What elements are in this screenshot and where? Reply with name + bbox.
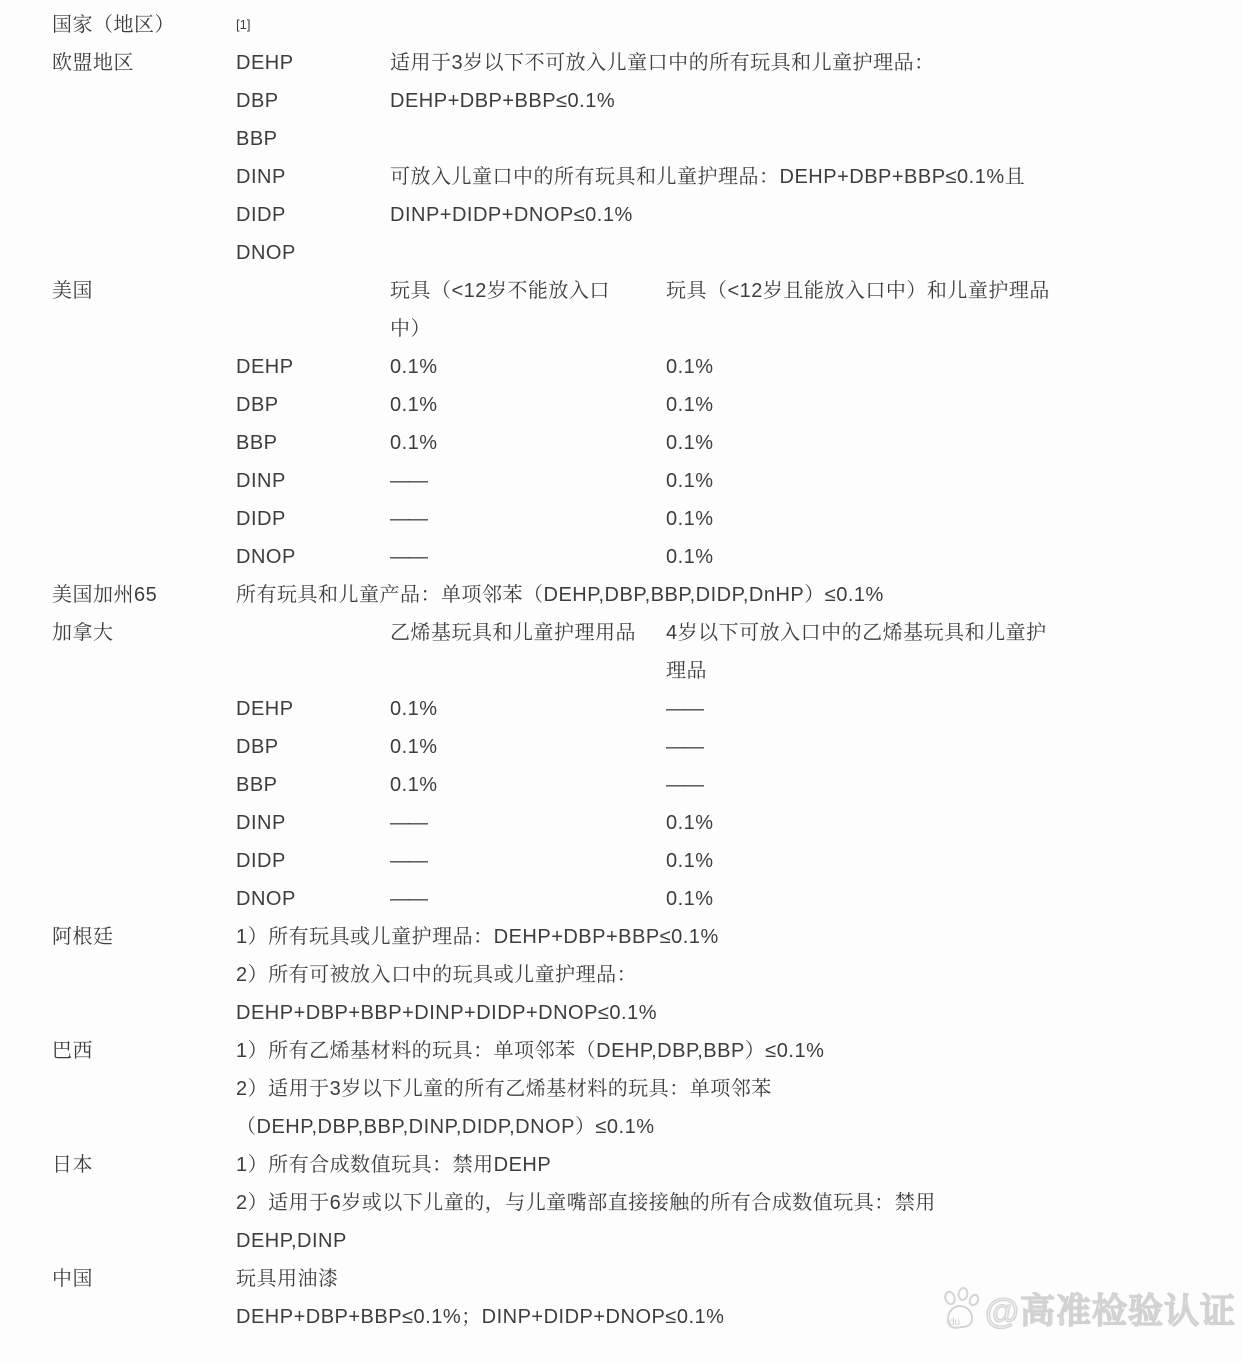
- table-row: [0, 1298, 1242, 1336]
- table-row: [0, 462, 1242, 500]
- value-cell-1: DINP+DIDP+DNOP≤0.1%: [390, 204, 633, 226]
- country-cell: 美国: [52, 280, 93, 302]
- country-cell: 国家（地区）: [52, 14, 175, 36]
- country-cell: [52, 728, 236, 766]
- substance-cell: [236, 310, 390, 348]
- table-row: [0, 196, 1242, 234]
- country-cell: [52, 690, 236, 728]
- value-cell-2: [666, 158, 1242, 196]
- value-cell-1: 0.1%: [390, 774, 438, 796]
- value-cell-2: [666, 234, 1242, 272]
- value-cell-2: [666, 1260, 1242, 1298]
- table-row: [0, 1222, 1242, 1260]
- table-row: [0, 386, 1242, 424]
- reference-marker: [1]: [236, 17, 251, 32]
- country-cell: [52, 880, 236, 918]
- substance-cell: DEHP: [236, 52, 294, 74]
- country-cell: [52, 424, 236, 462]
- value-cell-2: [666, 918, 1242, 956]
- country-cell: [52, 196, 236, 234]
- value-cell-1: [390, 1184, 666, 1222]
- value-cell-1: ——: [390, 812, 426, 834]
- substance-cell: [236, 6, 390, 44]
- country-cell: 日本: [52, 1154, 93, 1176]
- substance-cell: 2）适用于6岁或以下儿童的，与儿童嘴部直接接触的所有合成数值玩具：禁用: [236, 1192, 936, 1214]
- table-row: [0, 348, 1242, 386]
- substance-cell: DINP: [236, 812, 286, 834]
- country-cell: [52, 500, 236, 538]
- table-row: [0, 158, 1242, 196]
- substance-cell: DINP: [236, 166, 286, 188]
- value-cell-2: 0.1%: [666, 888, 714, 910]
- table-row: [0, 728, 1242, 766]
- value-cell-2: [666, 576, 1242, 614]
- table-row: [0, 272, 1242, 310]
- country-cell: [52, 1184, 236, 1222]
- value-cell-2: ——: [666, 774, 702, 796]
- table-row: [0, 766, 1242, 804]
- value-cell-1: 0.1%: [390, 394, 438, 416]
- country-cell: [52, 804, 236, 842]
- value-cell-1: [390, 1032, 666, 1070]
- value-cell-1: DEHP+DBP+BBP≤0.1%: [390, 90, 616, 112]
- value-cell-1: [390, 576, 666, 614]
- table-row: [0, 234, 1242, 272]
- value-cell-1: [390, 120, 666, 158]
- substance-cell: 1）所有乙烯基材料的玩具：单项邻苯（DEHP,DBP,BBP）≤0.1%: [236, 1040, 825, 1062]
- value-cell-2: 0.1%: [666, 508, 714, 530]
- value-cell-2: [666, 1108, 1242, 1146]
- country-cell: [52, 348, 236, 386]
- value-cell-1: [390, 1298, 666, 1336]
- value-cell-1: [390, 6, 666, 44]
- substance-cell: [236, 272, 390, 310]
- country-cell: [52, 120, 236, 158]
- value-cell-1: 0.1%: [390, 356, 438, 378]
- value-cell-1: 可放入儿童口中的所有玩具和儿童护理品：DEHP+DBP+BBP≤0.1%且: [390, 166, 1026, 188]
- value-cell-1: [390, 1222, 666, 1260]
- paw-du-label: du: [948, 1317, 960, 1328]
- substance-cell: 2）所有可被放入口中的玩具或儿童护理品：: [236, 964, 638, 986]
- substance-cell: BBP: [236, 774, 278, 796]
- value-cell-1: [390, 994, 666, 1032]
- table-row: [0, 652, 1242, 690]
- table-row: [0, 690, 1242, 728]
- value-cell-1: 适用于3岁以下不可放入儿童口中的所有玩具和儿童护理品：: [390, 52, 935, 74]
- substance-cell: BBP: [236, 432, 278, 454]
- value-cell-2: 理品: [666, 660, 707, 682]
- country-cell: 加拿大: [52, 622, 114, 644]
- country-cell: 阿根廷: [52, 926, 114, 948]
- value-cell-1: [390, 918, 666, 956]
- value-cell-1: 0.1%: [390, 736, 438, 758]
- value-cell-2: [666, 120, 1242, 158]
- value-cell-1: ——: [390, 546, 426, 568]
- table-row: [0, 994, 1242, 1032]
- substance-cell: DNOP: [236, 242, 296, 264]
- value-cell-2: [666, 1298, 1242, 1336]
- substance-cell: DNOP: [236, 546, 296, 568]
- table-row: [0, 310, 1242, 348]
- country-cell: [52, 462, 236, 500]
- table-row: [0, 918, 1242, 956]
- value-cell-1: 乙烯基玩具和儿童护理用品: [390, 622, 636, 644]
- table-row: [0, 1260, 1242, 1298]
- country-cell: [52, 158, 236, 196]
- value-cell-2: ——: [666, 698, 702, 720]
- value-cell-1: 玩具（<12岁不能放入口: [390, 280, 610, 302]
- table-row: [0, 576, 1242, 614]
- table-row: [0, 500, 1242, 538]
- table-row: [0, 804, 1242, 842]
- substance-cell: DINP: [236, 470, 286, 492]
- value-cell-2: [666, 1222, 1242, 1260]
- table-row: [0, 6, 1242, 44]
- value-cell-2: [666, 1070, 1242, 1108]
- table-row: [0, 880, 1242, 918]
- substance-cell: 1）所有合成数值玩具：禁用DEHP: [236, 1154, 552, 1176]
- table-row: [0, 44, 1242, 82]
- substance-cell: （DEHP,DBP,BBP,DINP,DIDP,DNOP）≤0.1%: [236, 1116, 655, 1138]
- substance-cell: DEHP+DBP+BBP≤0.1%；DINP+DIDP+DNOP≤0.1%: [236, 1306, 725, 1328]
- country-cell: [52, 1070, 236, 1108]
- country-cell: [52, 652, 236, 690]
- table-row: [0, 614, 1242, 652]
- country-cell: [52, 310, 236, 348]
- table-row: [0, 82, 1242, 120]
- value-cell-1: 中）: [390, 318, 431, 340]
- value-cell-2: 0.1%: [666, 356, 714, 378]
- watermark-text: @高准检验认证: [984, 1292, 1236, 1331]
- country-cell: 欧盟地区: [52, 52, 134, 74]
- value-cell-1: ——: [390, 470, 426, 492]
- country-cell: 美国加州65: [52, 584, 158, 606]
- substance-cell: BBP: [236, 128, 278, 150]
- substance-cell: DBP: [236, 394, 279, 416]
- value-cell-1: [390, 234, 666, 272]
- value-cell-2: 0.1%: [666, 850, 714, 872]
- table-row: [0, 120, 1242, 158]
- value-cell-2: [666, 82, 1242, 120]
- country-cell: [52, 766, 236, 804]
- country-cell: [52, 538, 236, 576]
- value-cell-2: [666, 44, 1242, 82]
- country-cell: [52, 234, 236, 272]
- value-cell-2: 0.1%: [666, 546, 714, 568]
- value-cell-2: [666, 196, 1242, 234]
- value-cell-1: [390, 1260, 666, 1298]
- country-cell: [52, 956, 236, 994]
- substance-cell: DNOP: [236, 888, 296, 910]
- value-cell-2: 4岁以下可放入口中的乙烯基玩具和儿童护: [666, 622, 1047, 644]
- substance-cell: 所有玩具和儿童产品：单项邻苯（DEHP,DBP,BBP,DIDP,DnHP）≤0.1%: [236, 584, 884, 606]
- table-row: [0, 956, 1242, 994]
- country-cell: [52, 1222, 236, 1260]
- value-cell-1: ——: [390, 888, 426, 910]
- substance-cell: DEHP+DBP+BBP+DINP+DIDP+DNOP≤0.1%: [236, 1002, 658, 1024]
- value-cell-1: [390, 1108, 666, 1146]
- value-cell-2: 0.1%: [666, 432, 714, 454]
- value-cell-2: 0.1%: [666, 812, 714, 834]
- table-row: [0, 842, 1242, 880]
- table-row: [0, 538, 1242, 576]
- country-cell: [52, 1298, 236, 1336]
- value-cell-2: ——: [666, 736, 702, 758]
- substance-cell: 1）所有玩具或儿童护理品：DEHP+DBP+BBP≤0.1%: [236, 926, 719, 948]
- value-cell-2: [666, 1184, 1242, 1222]
- country-cell: [52, 82, 236, 120]
- substance-cell: DEHP: [236, 698, 294, 720]
- value-cell-2: [666, 994, 1242, 1032]
- country-cell: [52, 842, 236, 880]
- substance-cell: [236, 614, 390, 652]
- country-cell: [52, 386, 236, 424]
- table-row: [0, 1070, 1242, 1108]
- substance-cell: 玩具用油漆: [236, 1268, 339, 1290]
- substance-cell: DIDP: [236, 850, 286, 872]
- table-row: [0, 1108, 1242, 1146]
- value-cell-2: [666, 6, 1242, 44]
- table-row: [0, 1184, 1242, 1222]
- country-cell: [52, 1108, 236, 1146]
- value-cell-1: 0.1%: [390, 432, 438, 454]
- country-cell: 巴西: [52, 1040, 93, 1062]
- value-cell-2: [666, 1146, 1242, 1184]
- value-cell-2: 0.1%: [666, 394, 714, 416]
- substance-cell: [236, 652, 390, 690]
- substance-cell: 2）适用于3岁以下儿童的所有乙烯基材料的玩具：单项邻苯: [236, 1078, 772, 1100]
- value-cell-1: [390, 956, 666, 994]
- value-cell-1: [390, 652, 666, 690]
- value-cell-2: [666, 956, 1242, 994]
- value-cell-1: ——: [390, 850, 426, 872]
- value-cell-1: 0.1%: [390, 698, 438, 720]
- table-row: [0, 1032, 1242, 1070]
- substance-cell: DIDP: [236, 508, 286, 530]
- value-cell-2: [666, 310, 1242, 348]
- substance-cell: DBP: [236, 736, 279, 758]
- country-cell: 中国: [52, 1268, 93, 1290]
- value-cell-2: [666, 1032, 1242, 1070]
- value-cell-2: 玩具（<12岁且能放入口中）和儿童护理品: [666, 280, 1050, 302]
- substance-cell: DBP: [236, 90, 279, 112]
- substance-cell: DIDP: [236, 204, 286, 226]
- value-cell-1: [390, 1146, 666, 1184]
- table-row: [0, 424, 1242, 462]
- substance-cell: DEHP: [236, 356, 294, 378]
- value-cell-1: ——: [390, 508, 426, 530]
- country-cell: [52, 994, 236, 1032]
- substance-cell: DEHP,DINP: [236, 1230, 347, 1252]
- table-row: [0, 1146, 1242, 1184]
- value-cell-1: [390, 1070, 666, 1108]
- value-cell-2: 0.1%: [666, 470, 714, 492]
